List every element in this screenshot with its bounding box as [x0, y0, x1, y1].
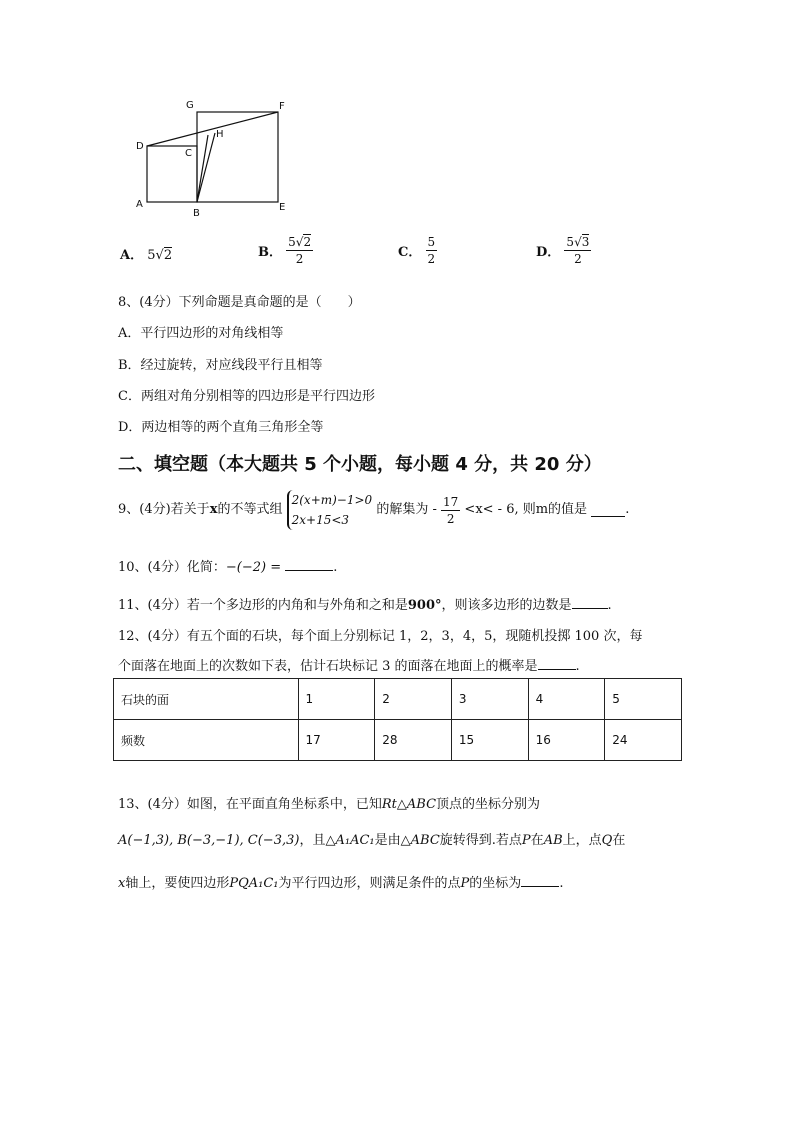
question-8-stem: 8、(4分）下列命题是真命题的是（ ） — [118, 295, 361, 310]
q9-fraction — [441, 494, 460, 527]
q9-mid: 的不等式组 — [217, 502, 283, 517]
q12-answer-blank[interactable] — [538, 657, 576, 670]
geometry-figure — [128, 95, 298, 220]
q13-line1-post: 顶点的坐标分别为 — [436, 797, 541, 812]
option-a[interactable] — [120, 244, 172, 263]
q12-end: . — [575, 659, 580, 674]
sqrt-sign: √ — [155, 248, 164, 263]
q9-solution-pre: 的解集为 - — [376, 502, 437, 517]
option-d-num-rad: 3 — [581, 235, 590, 249]
option-a-radicand: 2 — [163, 248, 173, 263]
q9-x: x — [209, 502, 218, 517]
table-cell: 15 — [451, 720, 528, 761]
inequality-2: 2x+15<3 — [291, 513, 350, 527]
option-b-label: B． — [258, 245, 282, 260]
section-heading: 二、填空题（本大题共 5 个小题，每小题 4 分，共 20 分） — [118, 454, 602, 475]
frequency-table — [113, 678, 682, 761]
table-cell: 17 — [298, 720, 375, 761]
question-8-option-a[interactable]: A．平行四边形的对角线相等 — [118, 326, 284, 341]
option-b-den: 2 — [286, 250, 313, 267]
question-13-line-2 — [118, 829, 625, 848]
point-label-g: G — [186, 100, 194, 111]
table-cell: 5 — [605, 679, 682, 720]
question-13-line-1 — [118, 793, 540, 812]
q11-post: ，则该多边形的边数是 — [441, 598, 572, 613]
q9-answer-blank[interactable] — [591, 504, 625, 517]
option-d[interactable] — [536, 234, 591, 267]
q13-line3-post: 为平行四边形，则满足条件的点 — [278, 876, 461, 891]
q9-frac-den: 2 — [441, 510, 460, 527]
q11-end: . — [607, 598, 612, 613]
segment-bh-1 — [197, 133, 215, 202]
point-label-c: C — [185, 148, 192, 159]
table-cell: 石块的面 — [114, 679, 299, 720]
table-cell: 2 — [375, 679, 452, 720]
option-b-num-coef: 5 — [288, 235, 296, 249]
option-d-fraction: $\frac{5√3}{2}$ — [566, 235, 590, 266]
q9-end: . — [625, 502, 630, 517]
q13-rt-triangle: Rt△ABC — [381, 797, 437, 812]
table-cell: 16 — [528, 720, 605, 761]
q13-line3-post-2: 的坐标为 — [469, 876, 522, 891]
point-label-a: A — [136, 199, 143, 210]
q13-triangle-2: △ABC — [400, 833, 440, 848]
q13-mid-2: 是由 — [374, 833, 401, 848]
q13-point-p: P — [521, 833, 531, 848]
option-d-den: 2 — [564, 250, 591, 267]
q13-line3-mid: 轴上，要使四边形 — [125, 876, 230, 891]
option-b-num-rad: 2 — [303, 235, 312, 249]
q13-coords: A(−1,3), B(−3,−1), C(−3,3) — [118, 833, 300, 848]
q13-triangle-1: △A₁AC₁ — [325, 833, 375, 848]
question-11 — [118, 594, 612, 613]
q13-answer-blank[interactable] — [521, 874, 559, 887]
point-label-f: F — [279, 101, 285, 112]
question-8-option-d[interactable]: D．两边相等的两个直角三角形全等 — [118, 420, 324, 435]
q11-answer-blank[interactable] — [572, 596, 608, 609]
q13-point-q: Q — [601, 833, 613, 848]
q13-line2-end: 在 — [612, 833, 626, 848]
table-cell: 24 — [605, 720, 682, 761]
option-c-fraction — [426, 234, 438, 267]
option-a-coef: 5 — [147, 248, 156, 263]
q10-expr: −(−2) = — [225, 560, 282, 575]
q13-line1-pre: 13、(4分）如图，在平面直角坐标系中，已知 — [118, 797, 382, 812]
q12-line2-text: 个面落在地面上的次数如下表，估计石块标记 3 的面落在地面上的概率是 — [118, 659, 538, 674]
table-row-header — [114, 679, 682, 720]
option-b[interactable] — [258, 234, 313, 267]
q10-pre: 10、(4分）化简： — [118, 560, 226, 575]
question-10 — [118, 556, 337, 575]
option-c[interactable] — [398, 234, 437, 267]
q9-frac-num: 17 — [443, 494, 459, 509]
option-b-fraction: $\frac{5√2}{2}$ — [288, 235, 312, 266]
question-9 — [118, 490, 629, 530]
point-label-h: H — [216, 129, 224, 140]
table-cell: 3 — [451, 679, 528, 720]
question-8-option-b[interactable]: B．经过旋转，对应线段平行且相等 — [118, 358, 323, 373]
q13-mid-1: ，且 — [299, 833, 326, 848]
q11-pre: 11、(4分）若一个多边形的内角和与外角和之和是 — [118, 598, 408, 613]
table-cell: 1 — [298, 679, 375, 720]
point-label-d: D — [136, 141, 144, 152]
question-12-line-1: 12、(4分）有五个面的石块，每个面上分别标记 1，2，3，4，5，现随机投掷 100 次，每 — [118, 629, 643, 644]
table-cell: 28 — [375, 720, 452, 761]
option-c-den: 2 — [427, 252, 436, 266]
option-c-num: 5 — [427, 235, 436, 249]
question-12-line-2 — [118, 655, 580, 674]
question-13-line-3 — [118, 872, 563, 891]
table-cell: 4 — [528, 679, 605, 720]
inequality-system — [287, 490, 373, 530]
q13-mid-3: 旋转得到.若点 — [439, 833, 522, 848]
q9-solution-post: <x< - 6, 则m的值是 — [464, 502, 588, 517]
table-row-frequency — [114, 720, 682, 761]
inequality-1: 2(x+m)−1>0 — [291, 493, 373, 507]
q11-value: 900° — [407, 598, 442, 613]
q13-end: . — [559, 876, 564, 891]
question-8-option-c[interactable]: C．两组对角分别相等的四边形是平行四边形 — [118, 389, 375, 404]
table-cell: 频数 — [114, 720, 299, 761]
option-d-label: D． — [536, 245, 561, 260]
q13-segment-ab: AB — [543, 833, 563, 848]
q13-mid-4: 在 — [530, 833, 544, 848]
option-a-label: A． — [120, 248, 144, 263]
q13-x-axis: x — [118, 876, 126, 891]
point-label-b: B — [193, 208, 200, 219]
option-d-num-coef: 5 — [566, 235, 575, 249]
option-c-label: C． — [398, 245, 422, 260]
q13-mid-5: 上，点 — [562, 833, 602, 848]
q9-pre: 9、(4分)若关于 — [118, 502, 210, 517]
q13-point-p-2: P — [460, 876, 470, 891]
q10-answer-blank[interactable] — [285, 558, 333, 571]
point-label-e: E — [279, 202, 286, 213]
q10-end: . — [333, 560, 338, 575]
q13-quadrilateral: PQA₁C₁ — [229, 876, 279, 891]
